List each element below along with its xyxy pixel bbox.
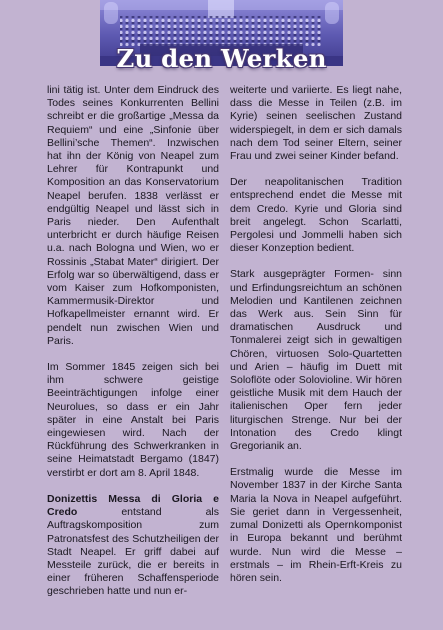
paragraph: weiterte und variierte. Es liegt nahe, dass die Messe in Teilen (z.B. im Kyrie) seinen seelischen Zustand widerspiegelt, in dem er sich damals nach dem Tod seiner Eltern, seiner Frau und zwei seiner Kinder befand. [230, 84, 402, 163]
paragraph-text: entstand als Auftragskomposition zum Patronatsfest des Schutzheiligen der Stadt Neapel. Er griff dabei auf Messteile zurück, die er bereits in einer früheren Schaffensperiode geschrieben hatte und nun er- [47, 506, 219, 598]
paragraph: Stark ausgeprägter Formen- sinn und Erfindungsreichtum an schönen Melodien und Kantilenen zeichnen das Werk aus. Sein Sinn für dramatischen Ausdruck und Tonmalerei zeigt sich in gewaltigen Chören, virtuosen Solo-Quartetten und Arien – häufig im Duett mit Soloflöte oder Solovioline. Wir hören geistliche Musik mit dem Hauch der italienischen Oper fern jeder liturgischen Strenge. Nur bei der Intonation des Credo klingt Gregorianik an. [230, 268, 402, 453]
work-title: Donizettis Messa di Gloria e Credo [47, 492, 219, 519]
paragraph [47, 493, 219, 599]
header-banner [100, 0, 343, 80]
paragraph: lini tätig ist. Unter dem Eindruck des Todes seines Konkurrenten Bellini schreibt er die großartige „Messa da Requiem“ und eine „Sinfonie über Bellini’sche Themen“. Inzwischen hat ihn der König von Neapel zum Lehrer für Kontrapunkt und Komposition an das Konservatorium Neapel berufen. 1838 verlässt er endgültig Neapel und lässt sich in Paris nieder. Den Aufenthalt unterbricht er durch häufige Reisen u.a. nach Bologna und Wien, wo er Rossinis „Stabat Mater“ dirigiert. Der Erfolg war so überwältigend, dass er vom Kaiser zum Hofkomponisten, Kammermusik-Direktor und Hofkapellmeister ernannt wird. Er pendelt nun zwischen Wien und Paris. [47, 84, 219, 347]
section-title: Zu den Werken [116, 44, 327, 73]
right-text-column [230, 84, 402, 585]
paragraph: Erstmalig wurde die Messe im November 1837 in der Kirche Santa Maria la Nova in Neapel aufgeführt. Sie geriet dann in Vergessenheit, zumal Donizetti als Opernkomponist in Europa bekannt und berühmt wurde. Nun wird die Messe – erstmals – im Rhein-Erft-Kreis zu hören sein. [230, 466, 402, 584]
left-text-column [47, 84, 219, 599]
paragraph: Im Sommer 1845 zeigen sich bei ihm schwere geistige Beeinträchtigungen infolge einer Neurolues, so dass er ein Jahr später in eine Anstalt bei Paris eingewiesen wird. Nach der Rückführung des Schwerkranken in seine Heimatstadt Bergamo (1847) verstirbt er dort am 8. April 1848. [47, 361, 219, 479]
paragraph: Der neapolitanischen Tradition entsprechend endet die Messe mit dem Credo. Kyrie und Gloria sind breit angelegt. Schon Scarlatti, Pergolesi und Jommelli haben sich dieser Konzeption bedient. [230, 176, 402, 255]
